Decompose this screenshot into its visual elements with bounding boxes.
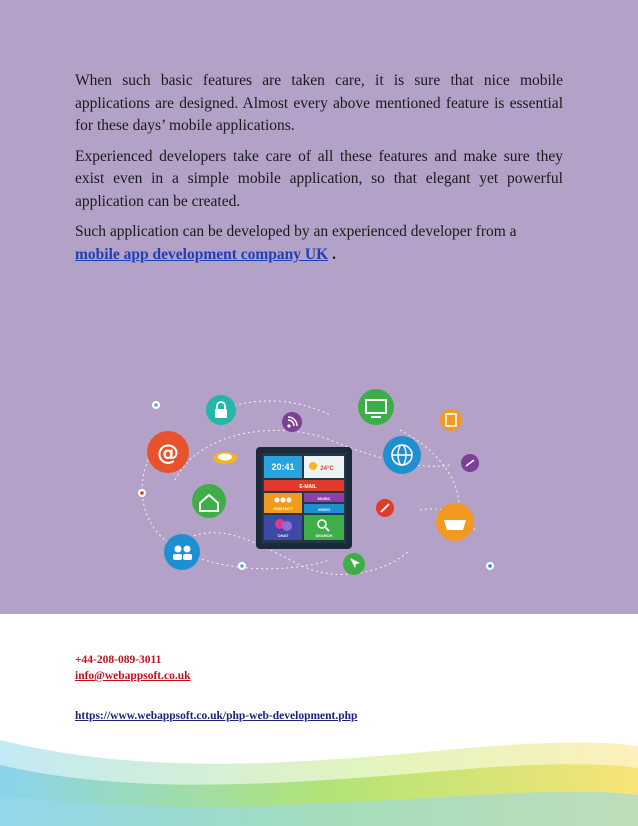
lock-icon	[206, 395, 236, 425]
tile-label-video: VIDEO	[317, 507, 331, 512]
company-link[interactable]: mobile app development company UK	[75, 245, 329, 263]
tablet-temp: 24°C	[320, 466, 334, 472]
rss-icon	[282, 412, 302, 432]
users-icon	[164, 534, 200, 570]
app-illustration	[0, 370, 638, 600]
satellite-icon	[461, 454, 479, 472]
paragraph-3-prefix: Such application can be developed by an experienced developer from a	[75, 223, 517, 240]
contact-info	[75, 652, 191, 684]
at-icon	[147, 431, 189, 473]
article-text	[75, 70, 563, 274]
tablet-time: 20:41	[271, 462, 295, 472]
sun-icon	[309, 462, 317, 470]
svg-text:@: @	[157, 441, 179, 466]
phone-number: +44-208-089-3011	[75, 654, 162, 666]
tablet	[256, 447, 352, 549]
footer-wave	[0, 720, 638, 826]
link-icon	[376, 499, 394, 517]
monitor-icon	[358, 389, 394, 425]
website-link[interactable]: https://www.webappsoft.co.uk/php-web-development.php	[75, 710, 358, 722]
tile-label-music: MUSIC	[317, 496, 331, 501]
globe-icon	[383, 436, 421, 474]
basket-icon	[436, 503, 474, 541]
home-icon	[192, 484, 226, 518]
tile-label-contact: CONTACT	[273, 506, 293, 511]
paragraph-1: When such basic features are taken care, it is sure that nice mobile applications are designed. Almost every above mentioned feature is essential for these days’ mobile applications.	[75, 72, 563, 134]
cloud-icon	[213, 452, 237, 464]
tile-label-search: SEARCH	[315, 533, 333, 538]
paragraph-2: Experienced developers take care of all these features and make sure they exist even in a simple mobile application, so that elegant yet powerful application can be created.	[75, 147, 563, 210]
film-icon	[440, 409, 462, 431]
cursor-icon	[343, 553, 365, 575]
tile-label-chat: CHAT	[277, 533, 289, 538]
tile-label-email: E-MAIL	[299, 484, 317, 490]
paragraph-3-suffix: .	[328, 245, 336, 263]
email-link[interactable]: info@webappsoft.co.uk	[75, 670, 191, 682]
paragraph-3	[75, 221, 563, 266]
